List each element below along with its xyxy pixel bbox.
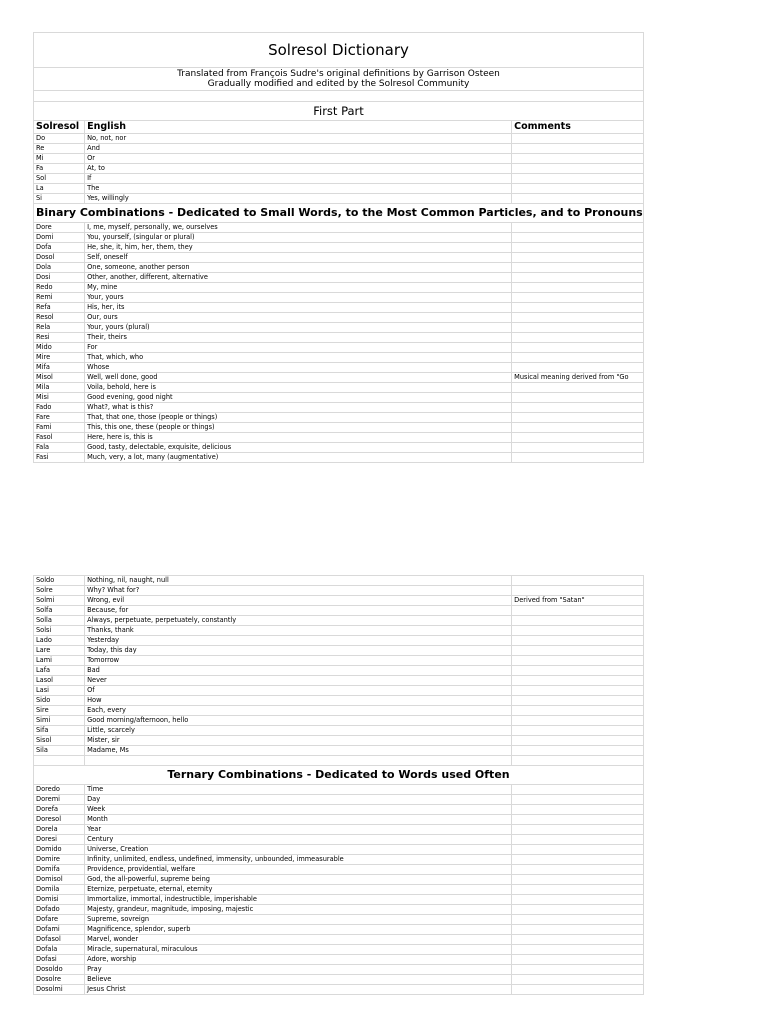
ternary-section-title: Ternary Combinations - Dedicated to Words used Often: [34, 766, 644, 785]
table-row: [34, 353, 644, 363]
comment-cell: [512, 323, 644, 333]
comment-cell: [512, 263, 644, 273]
english-cell: One, someone, another person: [85, 263, 512, 273]
table-row: [34, 795, 644, 805]
table-row: [34, 835, 644, 845]
table-row: [34, 855, 644, 865]
ternary-section-row: [34, 766, 644, 785]
solresol-cell: Mi: [34, 154, 85, 164]
comment-cell: [512, 194, 644, 204]
solresol-cell: Solre: [34, 586, 85, 596]
solresol-cell: Refa: [34, 303, 85, 313]
table-row: [34, 283, 644, 293]
table-row: [34, 985, 644, 995]
solresol-cell: Domisi: [34, 895, 85, 905]
english-cell: Supreme, sovreign: [85, 915, 512, 925]
table-row: [34, 895, 644, 905]
solresol-cell: Fala: [34, 443, 85, 453]
solresol-cell: Domisol: [34, 875, 85, 885]
english-cell: Self, oneself: [85, 253, 512, 263]
english-cell: Year: [85, 825, 512, 835]
comment-cell: [512, 985, 644, 995]
subtitle-line-2: Gradually modified and edited by the Solresol Community: [207, 79, 470, 89]
solresol-cell: Dosi: [34, 273, 85, 283]
english-cell: Thanks, thank: [85, 626, 512, 636]
english-cell: Nothing, nil, naught, null: [85, 576, 512, 586]
comment-cell: Musical meaning derived from "Go: [512, 373, 644, 383]
comment-cell: [512, 666, 644, 676]
comment-cell: [512, 174, 644, 184]
table-row: [34, 925, 644, 935]
english-cell: Believe: [85, 975, 512, 985]
comment-cell: [512, 945, 644, 955]
table-row: [34, 636, 644, 646]
solresol-cell: Doredo: [34, 785, 85, 795]
solresol-cell: Mire: [34, 353, 85, 363]
english-cell: Your, yours: [85, 293, 512, 303]
comment-cell: [512, 646, 644, 656]
table-row: [34, 263, 644, 273]
english-cell: That, which, who: [85, 353, 512, 363]
table-row: [34, 845, 644, 855]
english-cell: Day: [85, 795, 512, 805]
table-row: [34, 413, 644, 423]
table-row: [34, 343, 644, 353]
comment-cell: [512, 243, 644, 253]
solresol-cell: La: [34, 184, 85, 194]
english-cell: No, not, nor: [85, 134, 512, 144]
solresol-cell: Fasol: [34, 433, 85, 443]
table-row: [34, 243, 644, 253]
blank-row: [34, 756, 644, 766]
solresol-cell: Domido: [34, 845, 85, 855]
solresol-cell: Dore: [34, 223, 85, 233]
comment-cell: [512, 154, 644, 164]
comment-cell: [512, 905, 644, 915]
english-cell: His, her, its: [85, 303, 512, 313]
solresol-cell: Si: [34, 194, 85, 204]
table-row: [34, 423, 644, 433]
table-row: [34, 323, 644, 333]
table-row: [34, 174, 644, 184]
table-row: [34, 134, 644, 144]
comment-cell: [512, 815, 644, 825]
solresol-cell: Mido: [34, 343, 85, 353]
comment-cell: [512, 353, 644, 363]
binary-section-title: Binary Combinations - Dedicated to Small Words, to the Most Common Particles, and to Pronouns: [34, 204, 644, 223]
solresol-cell: Do: [34, 134, 85, 144]
solresol-cell: Fare: [34, 413, 85, 423]
english-cell: Adore, worship: [85, 955, 512, 965]
solresol-cell: Solmi: [34, 596, 85, 606]
english-cell: Or: [85, 154, 512, 164]
comment-cell: [512, 955, 644, 965]
table-row: [34, 303, 644, 313]
english-cell: Week: [85, 805, 512, 815]
table-row: [34, 815, 644, 825]
english-cell: Always, perpetuate, perpetuately, constantly: [85, 616, 512, 626]
solresol-cell: Domire: [34, 855, 85, 865]
comment-cell: [512, 184, 644, 194]
table-row: [34, 656, 644, 666]
english-cell: Providence, providential, welfare: [85, 865, 512, 875]
solresol-cell: Domifa: [34, 865, 85, 875]
table-row: [34, 785, 644, 795]
comment-cell: [512, 383, 644, 393]
solresol-cell: Dosol: [34, 253, 85, 263]
comment-cell: [512, 805, 644, 815]
solresol-cell: Dofami: [34, 925, 85, 935]
english-cell: This, this one, these (people or things): [85, 423, 512, 433]
table-row: [34, 313, 644, 323]
english-cell: Eternize, perpetuate, eternal, eternity: [85, 885, 512, 895]
english-cell: Well, well done, good: [85, 373, 512, 383]
english-cell: Jesus Christ: [85, 985, 512, 995]
english-cell: Mister, sir: [85, 736, 512, 746]
table-row: [34, 935, 644, 945]
solresol-cell: Mila: [34, 383, 85, 393]
table-row: [34, 233, 644, 243]
table-row: [34, 154, 644, 164]
solresol-cell: Fami: [34, 423, 85, 433]
solresol-cell: Dofado: [34, 905, 85, 915]
comment-cell: [512, 616, 644, 626]
comment-cell: [512, 736, 644, 746]
comment-cell: [512, 686, 644, 696]
table-row: [34, 616, 644, 626]
english-cell: Voila, behold, here is: [85, 383, 512, 393]
comment-cell: Derived from "Satan": [512, 596, 644, 606]
comment-cell: [512, 313, 644, 323]
english-cell: At, to: [85, 164, 512, 174]
part-title: First Part: [34, 102, 644, 121]
comment-cell: [512, 746, 644, 756]
table-row: [34, 253, 644, 263]
solresol-cell: Sifa: [34, 726, 85, 736]
comment-cell: [512, 253, 644, 263]
table-row: [34, 865, 644, 875]
english-cell: That, that one, those (people or things): [85, 413, 512, 423]
english-cell: Wrong, evil: [85, 596, 512, 606]
table-row: [34, 696, 644, 706]
solresol-cell: Resi: [34, 333, 85, 343]
blank-row: [34, 91, 644, 102]
comment-cell: [512, 975, 644, 985]
table-row: [34, 666, 644, 676]
solresol-cell: Redo: [34, 283, 85, 293]
english-cell: Good, tasty, delectable, exquisite, delicious: [85, 443, 512, 453]
english-cell: You, yourself, (singular or plural): [85, 233, 512, 243]
comment-cell: [512, 293, 644, 303]
solresol-cell: Resol: [34, 313, 85, 323]
solresol-cell: Lare: [34, 646, 85, 656]
solresol-cell: Domi: [34, 233, 85, 243]
table-row: [34, 686, 644, 696]
solresol-cell: Misi: [34, 393, 85, 403]
comment-cell: [512, 865, 644, 875]
comment-cell: [512, 915, 644, 925]
solresol-cell: Dorela: [34, 825, 85, 835]
comment-cell: [512, 164, 644, 174]
english-cell: Whose: [85, 363, 512, 373]
comment-cell: [512, 134, 644, 144]
solresol-cell: Dola: [34, 263, 85, 273]
comment-cell: [512, 423, 644, 433]
english-cell: Bad: [85, 666, 512, 676]
comment-cell: [512, 413, 644, 423]
solresol-cell: Sire: [34, 706, 85, 716]
english-cell: Their, theirs: [85, 333, 512, 343]
solresol-cell: Dofasi: [34, 955, 85, 965]
comment-cell: [512, 144, 644, 154]
table-row: [34, 363, 644, 373]
table-row: [34, 746, 644, 756]
dictionary-sheet-bottom: [33, 575, 644, 995]
comment-cell: [512, 825, 644, 835]
table-row: [34, 875, 644, 885]
table-row: [34, 576, 644, 586]
solresol-cell: Lasi: [34, 686, 85, 696]
english-cell: Much, very, a lot, many (augmentative): [85, 453, 512, 463]
part-title-row: [34, 102, 644, 121]
table-row: [34, 293, 644, 303]
solresol-cell: Remi: [34, 293, 85, 303]
solresol-cell: Fado: [34, 403, 85, 413]
header-english: English: [85, 121, 512, 134]
comment-cell: [512, 393, 644, 403]
comment-cell: [512, 835, 644, 845]
english-cell: Here, here is, this is: [85, 433, 512, 443]
table-row: [34, 586, 644, 596]
comment-cell: [512, 403, 644, 413]
table-row: [34, 606, 644, 616]
solresol-cell: Lafa: [34, 666, 85, 676]
english-cell: I, me, myself, personally, we, ourselves: [85, 223, 512, 233]
table-row: [34, 273, 644, 283]
english-cell: Good evening, good night: [85, 393, 512, 403]
english-cell: Our, ours: [85, 313, 512, 323]
solresol-cell: Dofare: [34, 915, 85, 925]
comment-cell: [512, 656, 644, 666]
english-cell: Time: [85, 785, 512, 795]
solresol-cell: Doresi: [34, 835, 85, 845]
table-row: [34, 164, 644, 174]
comment-cell: [512, 576, 644, 586]
table-row: [34, 706, 644, 716]
table-row: [34, 805, 644, 815]
solresol-cell: Solsi: [34, 626, 85, 636]
comment-cell: [512, 223, 644, 233]
english-cell: Pray: [85, 965, 512, 975]
english-cell: Good morning/afternoon, hello: [85, 716, 512, 726]
table-row: [34, 736, 644, 746]
comment-cell: [512, 606, 644, 616]
table-row: [34, 975, 644, 985]
table-row: [34, 885, 644, 895]
solresol-cell: Doresol: [34, 815, 85, 825]
table-row: [34, 825, 644, 835]
english-cell: How: [85, 696, 512, 706]
english-cell: Other, another, different, alternative: [85, 273, 512, 283]
solresol-cell: Doremi: [34, 795, 85, 805]
comment-cell: [512, 586, 644, 596]
table-row: [34, 144, 644, 154]
document-title: Solresol Dictionary: [34, 33, 644, 68]
comment-cell: [512, 303, 644, 313]
solresol-cell: Dofasol: [34, 935, 85, 945]
table-row: [34, 905, 644, 915]
comment-cell: [512, 333, 644, 343]
solresol-cell: Dosoldo: [34, 965, 85, 975]
table-row: [34, 596, 644, 606]
english-cell: Century: [85, 835, 512, 845]
title-row: [34, 33, 644, 68]
solresol-cell: Solla: [34, 616, 85, 626]
solresol-cell: Simi: [34, 716, 85, 726]
comment-cell: [512, 855, 644, 865]
comment-cell: [512, 626, 644, 636]
solresol-cell: Lado: [34, 636, 85, 646]
comment-cell: [512, 716, 644, 726]
table-row: [34, 945, 644, 955]
solresol-cell: Dofa: [34, 243, 85, 253]
dictionary-sheet-top: [33, 32, 644, 463]
comment-cell: [512, 845, 644, 855]
solresol-cell: Rela: [34, 323, 85, 333]
table-row: [34, 646, 644, 656]
comment-cell: [512, 965, 644, 975]
subtitle-row: [34, 68, 644, 91]
table-row: [34, 383, 644, 393]
solresol-cell: Sido: [34, 696, 85, 706]
binary-section-row: [34, 204, 644, 223]
table-row: [34, 676, 644, 686]
comment-cell: [512, 443, 644, 453]
comment-cell: [512, 726, 644, 736]
solresol-cell: Lasol: [34, 676, 85, 686]
header-solresol: Solresol: [34, 121, 85, 134]
solresol-cell: Dosolre: [34, 975, 85, 985]
table-row: [34, 184, 644, 194]
solresol-cell: Sol: [34, 174, 85, 184]
solresol-cell: Fasi: [34, 453, 85, 463]
table-row: [34, 194, 644, 204]
solresol-cell: Dorefa: [34, 805, 85, 815]
table-row: [34, 223, 644, 233]
column-header-row: [34, 121, 644, 134]
table-row: [34, 915, 644, 925]
english-cell: Each, every: [85, 706, 512, 716]
comment-cell: [512, 453, 644, 463]
table-row: [34, 403, 644, 413]
table-row: [34, 626, 644, 636]
comment-cell: [512, 875, 644, 885]
solresol-cell: Re: [34, 144, 85, 154]
table-row: [34, 333, 644, 343]
table-row: [34, 716, 644, 726]
solresol-cell: Dosolmi: [34, 985, 85, 995]
comment-cell: [512, 706, 644, 716]
table-row: [34, 726, 644, 736]
comment-cell: [512, 343, 644, 353]
solresol-cell: Dofala: [34, 945, 85, 955]
english-cell: Today, this day: [85, 646, 512, 656]
comment-cell: [512, 785, 644, 795]
comment-cell: [512, 636, 644, 646]
english-cell: Because, for: [85, 606, 512, 616]
solresol-cell: Fa: [34, 164, 85, 174]
comment-cell: [512, 433, 644, 443]
english-cell: He, she, it, him, her, them, they: [85, 243, 512, 253]
comment-cell: [512, 676, 644, 686]
solresol-cell: Sila: [34, 746, 85, 756]
solresol-cell: Mifa: [34, 363, 85, 373]
table-row: [34, 965, 644, 975]
english-cell: Immortalize, immortal, indestructible, imperishable: [85, 895, 512, 905]
header-comments: Comments: [512, 121, 644, 134]
english-cell: What?, what is this?: [85, 403, 512, 413]
solresol-cell: Solfa: [34, 606, 85, 616]
english-cell: Never: [85, 676, 512, 686]
english-cell: Universe, Creation: [85, 845, 512, 855]
english-cell: Month: [85, 815, 512, 825]
english-cell: Madame, Ms: [85, 746, 512, 756]
solresol-cell: Sisol: [34, 736, 85, 746]
english-cell: If: [85, 174, 512, 184]
table-row: [34, 453, 644, 463]
table-row: [34, 955, 644, 965]
comment-cell: [512, 283, 644, 293]
english-cell: Yesterday: [85, 636, 512, 646]
english-cell: Infinity, unlimited, endless, undefined, immensity, unbounded, immeasurable: [85, 855, 512, 865]
comment-cell: [512, 895, 644, 905]
english-cell: Miracle, supernatural, miraculous: [85, 945, 512, 955]
english-cell: Your, yours (plural): [85, 323, 512, 333]
english-cell: Marvel, wonder: [85, 935, 512, 945]
comment-cell: [512, 885, 644, 895]
table-row: [34, 433, 644, 443]
english-cell: My, mine: [85, 283, 512, 293]
solresol-cell: Soldo: [34, 576, 85, 586]
english-cell: For: [85, 343, 512, 353]
comment-cell: [512, 696, 644, 706]
english-cell: God, the all-powerful, supreme being: [85, 875, 512, 885]
comment-cell: [512, 935, 644, 945]
comment-cell: [512, 363, 644, 373]
table-row: [34, 393, 644, 403]
english-cell: And: [85, 144, 512, 154]
solresol-cell: Misol: [34, 373, 85, 383]
english-cell: Tomorrow: [85, 656, 512, 666]
comment-cell: [512, 273, 644, 283]
solresol-cell: Lami: [34, 656, 85, 666]
english-cell: Little, scarcely: [85, 726, 512, 736]
solresol-cell: Domila: [34, 885, 85, 895]
english-cell: Magnificence, splendor, superb: [85, 925, 512, 935]
english-cell: The: [85, 184, 512, 194]
english-cell: Majesty, grandeur, magnitude, imposing, majestic: [85, 905, 512, 915]
english-cell: Why? What for?: [85, 586, 512, 596]
comment-cell: [512, 795, 644, 805]
comment-cell: [512, 233, 644, 243]
table-row: [34, 443, 644, 453]
english-cell: Yes, willingly: [85, 194, 512, 204]
english-cell: Of: [85, 686, 512, 696]
table-row: [34, 373, 644, 383]
subtitle-line-1: Translated from François Sudre's original definitions by Garrison Osteen: [177, 69, 500, 79]
comment-cell: [512, 925, 644, 935]
